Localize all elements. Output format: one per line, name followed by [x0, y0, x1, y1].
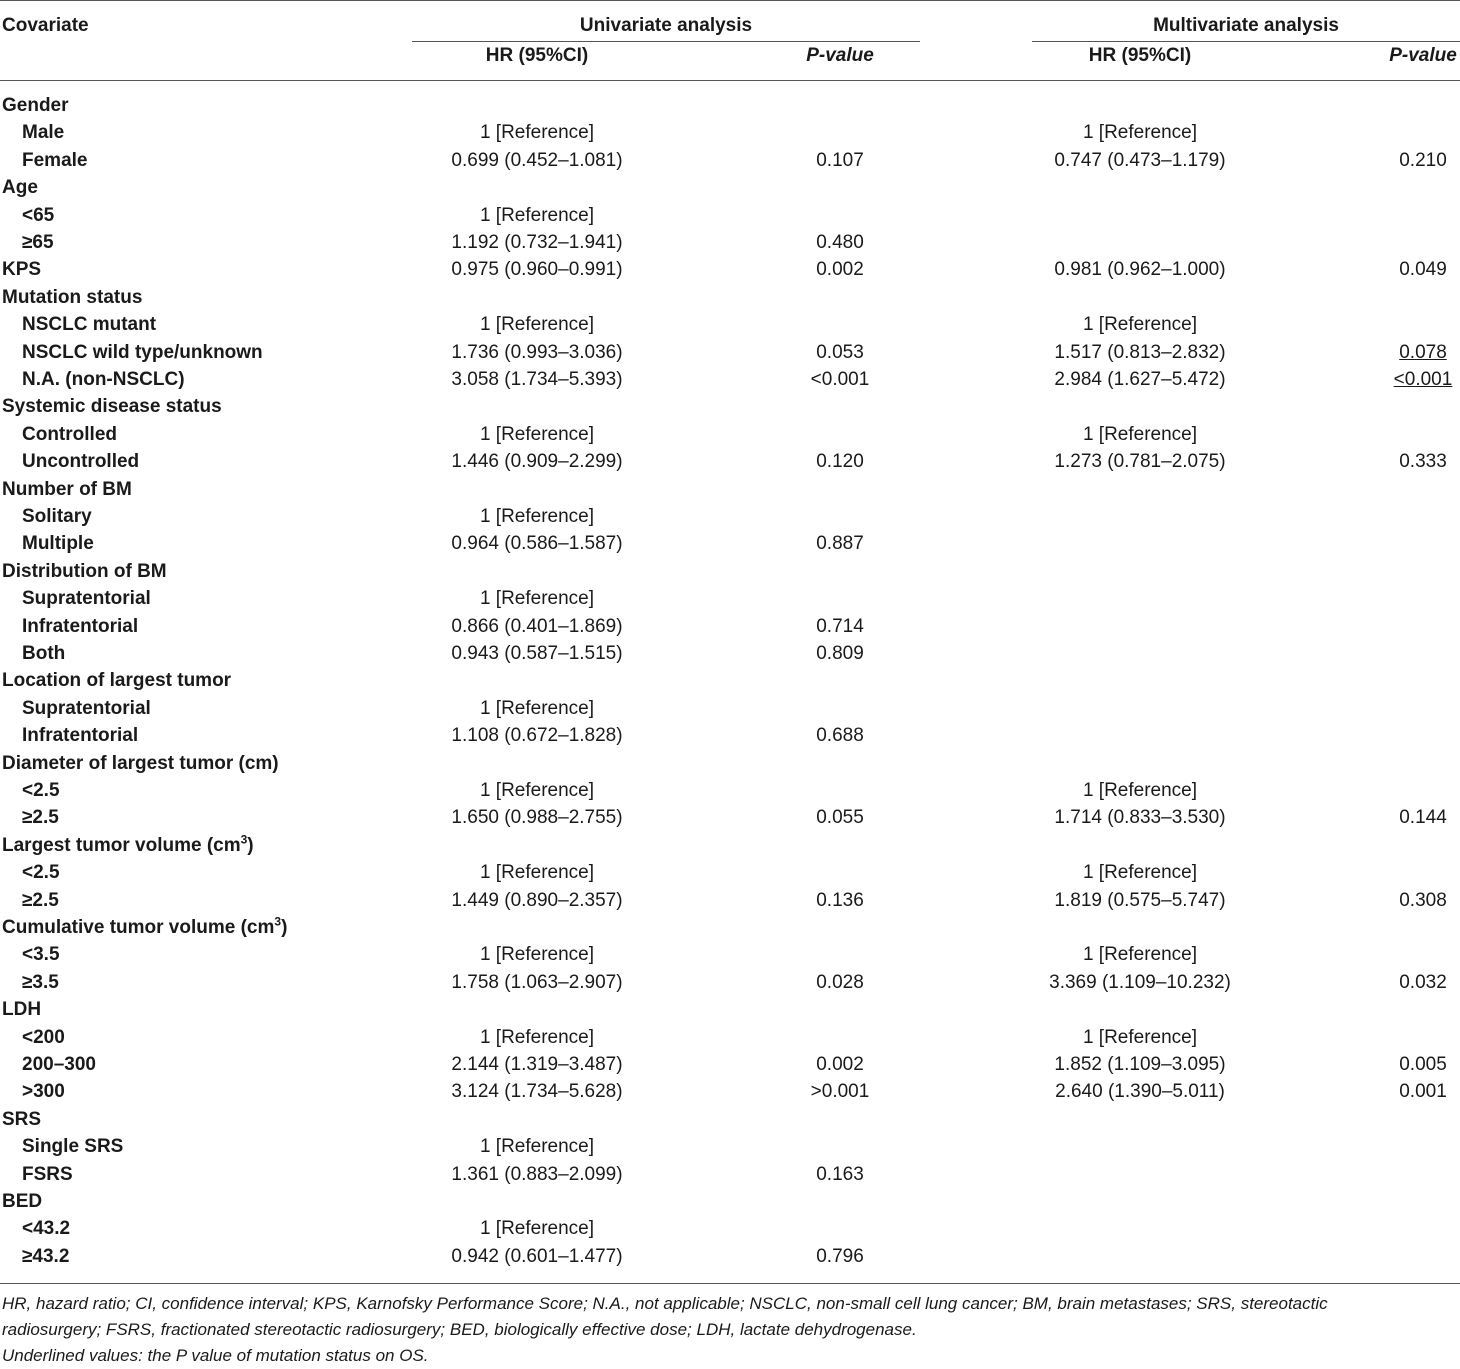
multivariate-p-cell: 0.210 — [1399, 149, 1447, 171]
univariate-hr-cell: 1.446 (0.909–2.299) — [451, 451, 623, 473]
covariate-group-label: Mutation status — [2, 286, 143, 308]
univariate-p-cell: 0.002 — [816, 259, 864, 281]
covariate-sublevel-label: >300 — [22, 1081, 65, 1103]
univariate-hr-cell: 1.192 (0.732–1.941) — [451, 232, 623, 253]
univariate-hr-cell: 1 [Reference] — [479, 204, 595, 226]
covariate-sublevel-label: Female — [22, 149, 88, 171]
univariate-hr-cell: 0.866 (0.401–1.869) — [451, 615, 623, 637]
univariate-p-cell: 0.053 — [816, 341, 864, 363]
univariate-p-cell: 0.163 — [816, 1163, 864, 1185]
table-bottom-rule — [0, 1283, 1460, 1284]
table-row — [0, 1161, 1460, 1188]
multivariate-hr-cell: 1 [Reference] — [1082, 862, 1198, 884]
covariate-sublevel-label: Supratentorial — [22, 588, 151, 610]
univariate-hr-cell: 1 [Reference] — [479, 423, 595, 445]
covariate-group-label: Gender — [2, 95, 69, 116]
univariate-hr-cell: 1.736 (0.993–3.036) — [451, 341, 623, 363]
multivariate-hr-cell: 1.714 (0.833–3.530) — [1054, 807, 1226, 829]
covariate-sublevel-label: ≥2.5 — [22, 807, 59, 829]
table-row — [0, 750, 1460, 777]
univariate-p-cell: 0.796 — [816, 1245, 864, 1267]
multivariate-hr-cell: 1.852 (1.109–3.095) — [1054, 1054, 1226, 1075]
univariate-underline-rule — [412, 41, 920, 42]
footnote-abbreviations-line2: radiosurgery; FSRS, fractionated stereotactic radiosurgery; BED, biologically effective dose; LDH, lactate dehydrogenase. — [2, 1320, 917, 1339]
covariate-sublevel-label: NSCLC wild type/unknown — [22, 341, 263, 363]
table-row — [0, 503, 1460, 530]
univariate-p-value-header: P-value — [806, 45, 874, 66]
covariate-sublevel-label: ≥3.5 — [22, 971, 59, 993]
univariate-hr-cell: 0.975 (0.960–0.991) — [451, 259, 623, 281]
univariate-p-cell: 0.136 — [816, 889, 864, 911]
univariate-hr-cell: 1.108 (0.672–1.828) — [451, 725, 623, 747]
covariate-sublevel-label: <3.5 — [22, 944, 60, 966]
univariate-p-cell: 0.120 — [816, 451, 864, 473]
multivariate-hr-cell: 0.981 (0.962–1.000) — [1054, 259, 1226, 281]
covariate-group-label: Systemic disease status — [2, 396, 222, 418]
univariate-hr-cell: 1 [Reference] — [479, 314, 595, 336]
multivariate-p-cell: 0.049 — [1399, 259, 1447, 281]
multivariate-hr-cell: 1.517 (0.813–2.832) — [1054, 341, 1226, 363]
multivariate-hr-cell: 1 [Reference] — [1082, 314, 1198, 336]
table-row — [0, 613, 1460, 640]
univariate-analysis-header: Univariate analysis — [579, 15, 753, 36]
univariate-hr-cell: 0.942 (0.601–1.477) — [451, 1245, 623, 1267]
univariate-p-cell: 0.480 — [816, 232, 864, 253]
table-row — [0, 174, 1460, 201]
univariate-hr-cell: 1.758 (1.063–2.907) — [451, 971, 623, 993]
univariate-p-cell: 0.107 — [816, 149, 864, 171]
table-row — [0, 311, 1460, 338]
table-row — [0, 119, 1460, 146]
table-row — [0, 92, 1460, 119]
covariate-group-label: KPS — [2, 259, 42, 281]
multivariate-hr-cell: 1 [Reference] — [1082, 780, 1198, 801]
table-row — [0, 448, 1460, 475]
multivariate-hr-cell: 1.819 (0.575–5.747) — [1054, 889, 1226, 911]
table-row — [0, 640, 1460, 667]
table-row — [0, 530, 1460, 557]
table-row — [0, 832, 1460, 859]
table-row — [0, 366, 1460, 393]
footnote-abbreviations-line1: HR, hazard ratio; CI, confidence interval; KPS, Karnofsky Performance Score; N.A., not applicable; NSCLC, non-small cell lung cancer; BM, brain metastases; SRS, stereotactic — [2, 1294, 1328, 1313]
univariate-hr-cell: 1 [Reference] — [479, 1136, 595, 1158]
table-row — [0, 777, 1460, 804]
covariate-group-label: Location of largest tumor — [2, 670, 232, 692]
table-row — [0, 284, 1460, 311]
multivariate-p-cell: 0.005 — [1399, 1054, 1447, 1075]
covariate-group-label: Cumulative tumor volume $(cm^3)$ — [2, 914, 288, 938]
table-row — [0, 339, 1460, 366]
covariate-sublevel-label: Solitary — [22, 506, 92, 527]
table-row — [0, 804, 1460, 831]
univariate-hr-cell: 1.650 (0.988–2.755) — [451, 807, 623, 829]
table-row — [0, 1215, 1460, 1242]
multivariate-p-cell: 0.032 — [1399, 971, 1447, 993]
table-row — [0, 476, 1460, 503]
table-row — [0, 585, 1460, 612]
table-row — [0, 256, 1460, 283]
univariate-hr-cell: 1 [Reference] — [479, 697, 595, 719]
covariate-sublevel-label: ≥43.2 — [22, 1245, 70, 1267]
table-row — [0, 722, 1460, 749]
multivariate-underline-rule — [1032, 41, 1460, 42]
univariate-hr-cell: 2.144 (1.319–3.487) — [451, 1054, 623, 1075]
covariate-sublevel-label: Supratentorial — [22, 697, 151, 719]
table-row — [0, 1243, 1460, 1270]
multivariate-hr-ci-header: HR (95%CI) — [1088, 45, 1192, 66]
univariate-p-cell: 0.809 — [816, 643, 864, 664]
univariate-hr-cell: 1 [Reference] — [479, 588, 595, 610]
covariate-group-label: Diameter of largest tumor (cm) — [2, 752, 279, 774]
covariate-sublevel-label: FSRS — [22, 1163, 73, 1185]
univariate-hr-cell: 0.964 (0.586–1.587) — [451, 533, 623, 555]
univariate-p-cell: 0.028 — [816, 971, 864, 993]
table-row — [0, 421, 1460, 448]
covariate-sublevel-label: N.A. (non-NSCLC) — [22, 369, 185, 390]
univariate-hr-cell: 1 [Reference] — [479, 862, 595, 884]
table-row — [0, 859, 1460, 886]
univariate-hr-cell: 0.699 (0.452–1.081) — [451, 149, 623, 171]
covariate-sublevel-label: Multiple — [22, 533, 94, 555]
multivariate-hr-cell: 1 [Reference] — [1082, 944, 1198, 966]
univariate-p-cell: 0.714 — [816, 615, 864, 637]
table-row — [0, 996, 1460, 1023]
table-row — [0, 1106, 1460, 1133]
table-row — [0, 887, 1460, 914]
multivariate-hr-cell: 1 [Reference] — [1082, 122, 1198, 144]
covariate-sublevel-label: Male — [22, 122, 65, 144]
univariate-hr-cell: 1.361 (0.883–2.099) — [451, 1163, 623, 1185]
covariate-sublevel-label: NSCLC mutant — [22, 314, 157, 336]
covariate-sublevel-label: Single SRS — [22, 1136, 124, 1158]
covariate-group-label: SRS — [2, 1108, 42, 1130]
covariate-sublevel-label: 200–300 — [22, 1054, 96, 1075]
table-row — [0, 941, 1460, 968]
multivariate-hr-cell: 3.369 (1.109–10.232) — [1049, 971, 1231, 993]
table-row — [0, 667, 1460, 694]
covariate-group-label: Distribution of BM — [2, 560, 167, 582]
multivariate-hr-cell: 2.984 (1.627–5.472) — [1054, 369, 1226, 390]
covariate-sublevel-label: <43.2 — [22, 1218, 71, 1240]
covariate-sublevel-label: Uncontrolled — [22, 451, 140, 473]
univariate-hr-cell: 1 [Reference] — [479, 506, 595, 527]
univariate-hr-cell: 1 [Reference] — [479, 780, 595, 801]
multivariate-p-value-header: P-value — [1389, 45, 1457, 66]
multivariate-hr-cell: 1.273 (0.781–2.075) — [1054, 451, 1226, 473]
univariate-p-cell: <0.001 — [810, 369, 870, 390]
covariate-sublevel-label: <2.5 — [22, 780, 60, 801]
table-top-rule — [0, 0, 1460, 1]
multivariate-hr-cell: 2.640 (1.390–5.011) — [1055, 1081, 1225, 1103]
covariate-sublevel-label: ≥65 — [22, 232, 54, 253]
covariate-sublevel-label: Infratentorial — [22, 725, 139, 747]
covariate-group-label: BED — [2, 1191, 43, 1212]
covariate-group-label: Number of BM — [2, 478, 132, 500]
covariate-sublevel-label: Both — [22, 643, 66, 664]
table-row — [0, 147, 1460, 174]
table-row — [0, 1051, 1460, 1078]
multivariate-p-cell: <0.001 — [1393, 369, 1453, 390]
multivariate-p-cell: 0.144 — [1399, 807, 1447, 829]
multivariate-hr-cell: 1 [Reference] — [1082, 1026, 1198, 1048]
univariate-hr-cell: 0.943 (0.587–1.515) — [451, 643, 623, 664]
univariate-hr-ci-header: HR (95%CI) — [485, 45, 589, 66]
covariate-sublevel-label: <2.5 — [22, 862, 60, 884]
table-row — [0, 393, 1460, 420]
table-row — [0, 229, 1460, 256]
univariate-hr-cell: 3.058 (1.734–5.393) — [451, 369, 623, 390]
multivariate-p-cell: 0.308 — [1399, 889, 1447, 911]
table-row — [0, 1024, 1460, 1051]
header-bottom-rule — [0, 80, 1460, 81]
univariate-p-cell: 0.688 — [816, 725, 864, 747]
univariate-hr-cell: 1.449 (0.890–2.357) — [451, 889, 623, 911]
footnote-underline-note: Underlined values: the P value of mutation status on OS. — [2, 1346, 429, 1365]
univariate-hr-cell: 1 [Reference] — [479, 1218, 595, 1240]
multivariate-p-cell: 0.001 — [1399, 1081, 1447, 1103]
univariate-p-cell: 0.055 — [816, 807, 864, 829]
table-row — [0, 1188, 1460, 1215]
univariate-hr-cell: 1 [Reference] — [479, 944, 595, 966]
covariate-group-label: Age — [2, 177, 38, 199]
table-row — [0, 969, 1460, 996]
covariate-sublevel-label: ≥2.5 — [22, 889, 59, 911]
table-row — [0, 202, 1460, 229]
covariate-sublevel-label: Infratentorial — [22, 615, 139, 637]
univariate-p-cell: 0.002 — [816, 1054, 864, 1075]
multivariate-hr-cell: 1 [Reference] — [1082, 423, 1198, 445]
univariate-hr-cell: 3.124 (1.734–5.628) — [451, 1081, 623, 1103]
covariate-sublevel-label: Controlled — [22, 423, 117, 445]
covariate-sublevel-label: <65 — [22, 204, 55, 226]
covariate-group-label: Largest tumor volume $(cm^3)$ — [2, 832, 254, 856]
univariate-hr-cell: 1 [Reference] — [479, 122, 595, 144]
multivariate-p-cell: 0.078 — [1399, 341, 1447, 363]
univariate-hr-cell: 1 [Reference] — [479, 1026, 595, 1048]
multivariate-analysis-header: Multivariate analysis — [1153, 15, 1339, 36]
table-row — [0, 1078, 1460, 1105]
table-row — [0, 1133, 1460, 1160]
multivariate-p-cell: 0.333 — [1399, 451, 1447, 473]
covariate-group-label: LDH — [2, 999, 42, 1021]
table-row — [0, 558, 1460, 585]
univariate-p-cell: 0.887 — [816, 533, 864, 555]
multivariate-hr-cell: 0.747 (0.473–1.179) — [1054, 149, 1226, 171]
covariate-sublevel-label: <200 — [22, 1026, 65, 1048]
table-row — [0, 695, 1460, 722]
table-row — [0, 914, 1460, 941]
covariate-header: Covariate — [2, 15, 89, 36]
univariate-p-cell: >0.001 — [810, 1081, 870, 1103]
